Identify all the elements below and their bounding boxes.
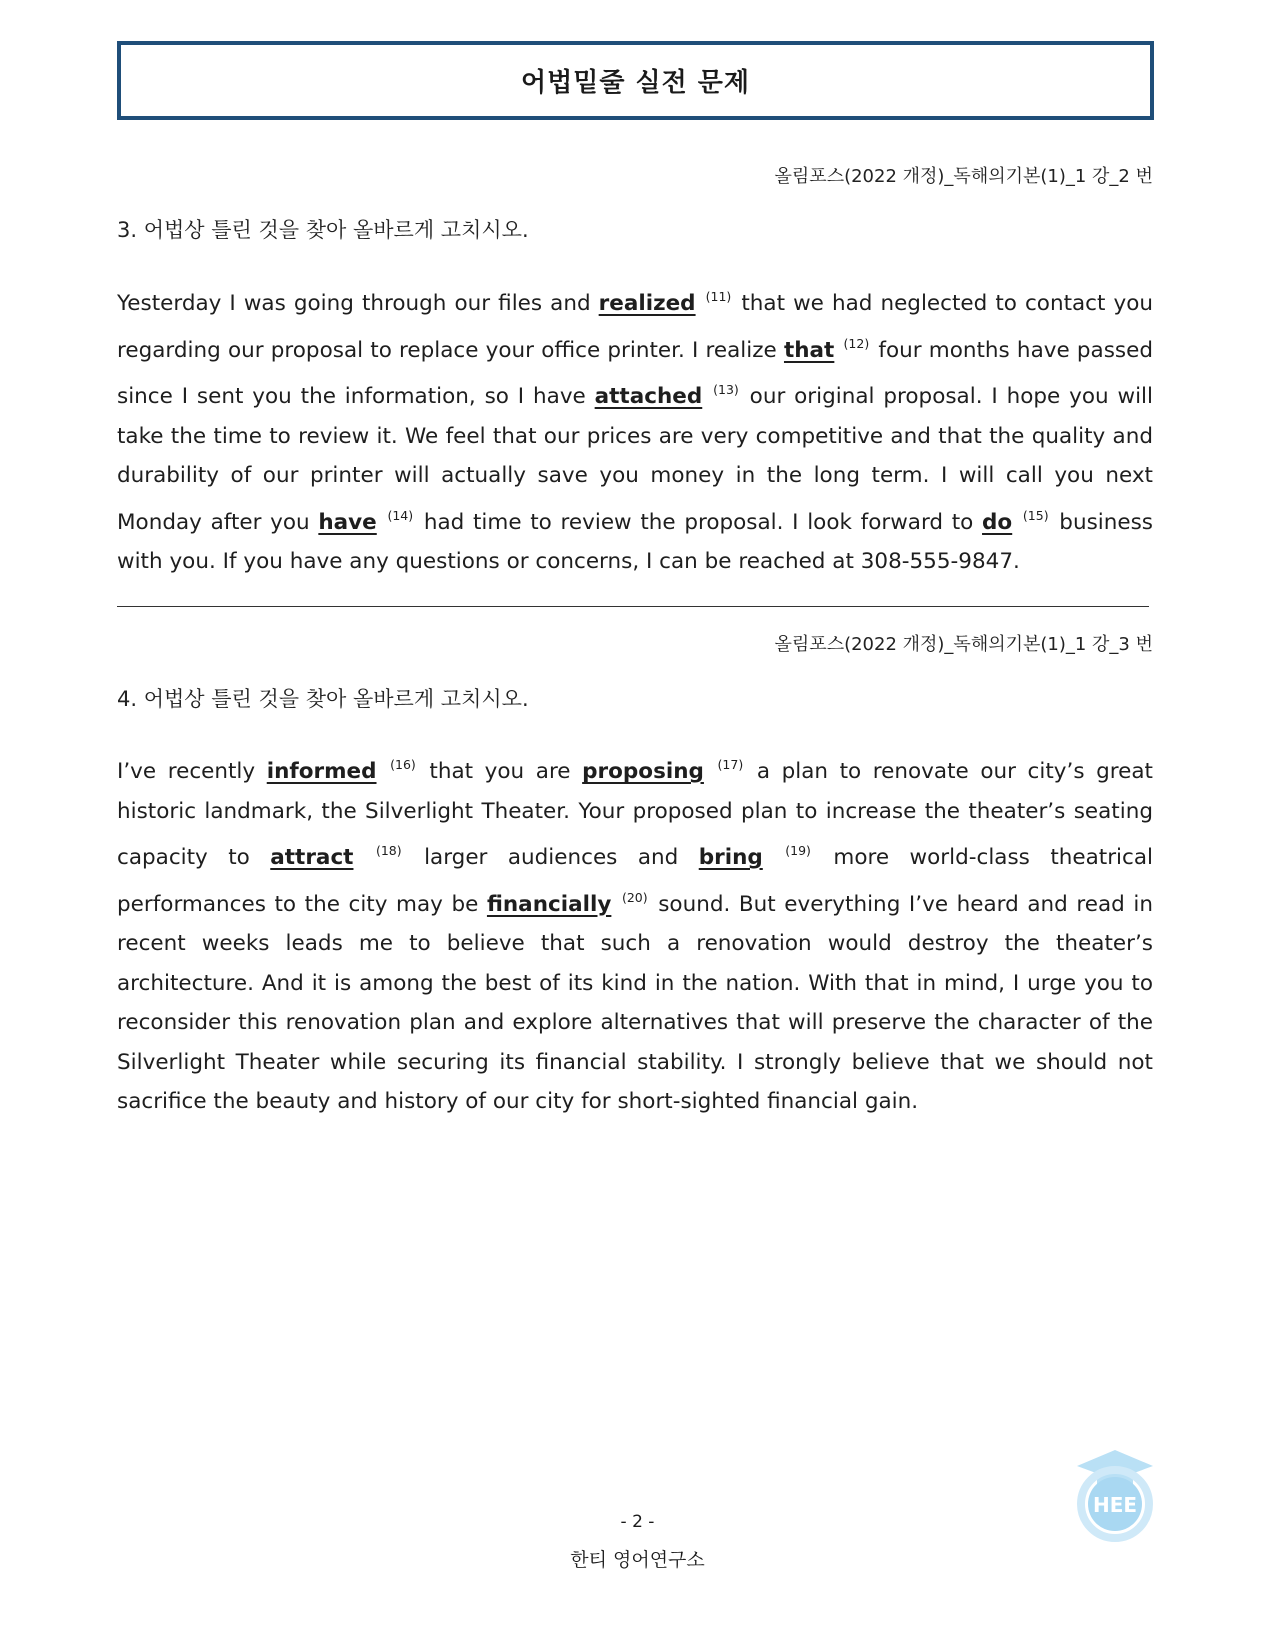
underline-20: financially	[486, 891, 612, 917]
q4-source: 올림포스(2022 개정)_독해의기본(1)_1 강_3 번	[774, 634, 1153, 655]
underline-17: proposing	[582, 759, 704, 784]
page-title: 어법밑줄 실전 문제	[520, 68, 751, 98]
q4-passage: I’ve recently informed $^{(16)}$ that you are proposing $^{(17)}$ a plan to renovate our city’s great historic landmark, the Silverlight Theater. Your proposed plan to increase the theater’s seating capacity to attract $^{(18)}$ larger audiences and bring $^{(19)}$ more world-class theatrical performances to the city may be financially $^{(20)}$ sound. But everything I’ve heard and read in recent weeks leads me to believe that such a renovation would destroy the theater’s architecture. And it is among the best of its kind in the nation. With that in mind, I urge you to reconsider this renovation plan and explore alternatives that will preserve the character of the Silverlight Theater while securing its financial stability. I strongly believe that we should not sacrifice the beauty and history of our city for short-sighted financial gain.	[117, 757, 1153, 1114]
marker-20: (20)	[621, 889, 648, 905]
underline-18: attract	[270, 845, 354, 870]
underline-19: bring	[698, 845, 763, 870]
underline-11: realized	[598, 291, 696, 316]
underline-14: have	[318, 509, 377, 535]
underline-16: informed	[266, 759, 377, 784]
underline-15: do	[982, 509, 1013, 535]
page-number: - 2 -	[620, 1512, 655, 1532]
marker-11: (11)	[705, 289, 732, 304]
q3-title: 3. 어법상 틀린 것을 찾아 올바르게 고치시오.	[117, 218, 529, 242]
underline-12: that	[783, 337, 835, 363]
marker-17: (17)	[717, 757, 744, 772]
q3-passage: Yesterday I was going through our files and realized $^{(11)}$ that we had neglected to contact you regarding our proposal to replace your office printer. I realize that $^{(12)}$ four months have passed since I sent you the information, so I have attached $^{(13)}$ our original proposal. I hope you will take the time to review it. We feel that our prices are very competitive and that the quality and durability of our printer will actually save you money in the long term. I will call you next Monday after you have $^{(14)}$ had time to review the proposal. I look forward to do $^{(15)}$ business with you. If you have any questions or concerns, I can be reached at 308-555-9847.	[117, 289, 1154, 574]
marker-12: (12)	[843, 335, 870, 351]
logo-text: HEE	[1092, 1493, 1138, 1517]
underline-13: attached	[594, 384, 703, 409]
marker-19: (19)	[785, 843, 811, 858]
footer-org: 한티 영어연구소	[570, 1549, 705, 1571]
marker-14: (14)	[387, 507, 414, 523]
section-divider	[117, 606, 1149, 607]
marker-15: (15)	[1022, 507, 1049, 523]
marker-18: (18)	[375, 843, 402, 858]
q3-source: 올림포스(2022 개정)_독해의기본(1)_1 강_2 번	[774, 166, 1153, 187]
marker-13: (13)	[713, 382, 739, 397]
marker-16: (16)	[390, 757, 416, 772]
page-title-box	[117, 41, 1154, 120]
q4-title: 4. 어법상 틀린 것을 찾아 올바르게 고치시오.	[117, 687, 529, 711]
